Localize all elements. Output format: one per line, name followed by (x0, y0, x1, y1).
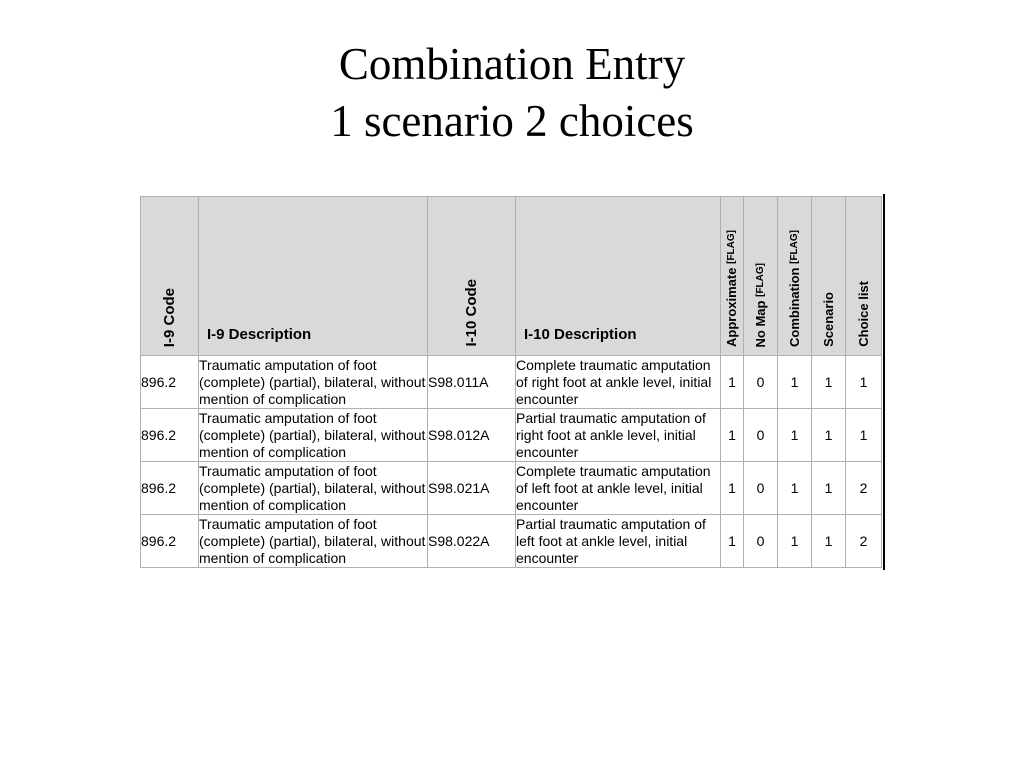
cell-combination: 1 (778, 515, 812, 568)
header-choice-list (846, 197, 882, 356)
cell-approximate: 1 (721, 462, 744, 515)
cell-scenario: 1 (812, 462, 846, 515)
cell-i9-code: 896.2 (141, 462, 199, 515)
cell-i10-description: Complete traumatic amputation of left foot at ankle level, initial encounter (516, 462, 721, 515)
cell-choice-list: 2 (846, 515, 882, 568)
header-choice-list-label: Choice list (855, 281, 871, 347)
cell-i9-description: Traumatic amputation of foot (complete) (partial), bilateral, without mention of complication (199, 515, 428, 568)
cell-i10-description: Partial traumatic amputation of left foot at ankle level, initial encounter (516, 515, 721, 568)
table-right-border (883, 194, 885, 570)
cell-no-map: 0 (744, 515, 778, 568)
header-i9-description (199, 197, 428, 356)
header-approximate (721, 197, 744, 356)
cell-no-map: 0 (744, 409, 778, 462)
cell-i10-code: S98.012A (428, 409, 516, 462)
header-combination-flag: [FLAG] (788, 230, 800, 264)
cell-scenario: 1 (812, 356, 846, 409)
cell-approximate: 1 (721, 356, 744, 409)
header-scenario (812, 197, 846, 356)
slide-title-line-2: 1 scenario 2 choices (330, 96, 694, 146)
cell-i9-description: Traumatic amputation of foot (complete) (partial), bilateral, without mention of complication (199, 356, 428, 409)
cell-i9-description: Traumatic amputation of foot (complete) (partial), bilateral, without mention of complication (199, 409, 428, 462)
cell-i10-description: Complete traumatic amputation of right foot at ankle level, initial encounter (516, 356, 721, 409)
cell-i10-code: S98.011A (428, 356, 516, 409)
header-i10-description (516, 197, 721, 356)
cell-approximate: 1 (721, 409, 744, 462)
table-row (141, 462, 882, 515)
slide-title-line-1: Combination Entry (338, 39, 686, 89)
header-i9-code-label: I-9 Code (160, 287, 178, 347)
table-row (141, 409, 882, 462)
cell-no-map: 0 (744, 462, 778, 515)
cell-choice-list: 1 (846, 356, 882, 409)
cell-combination: 1 (778, 409, 812, 462)
cell-scenario: 1 (812, 409, 846, 462)
header-approximate-label: Approximate (724, 267, 739, 347)
cell-scenario: 1 (812, 515, 846, 568)
header-combination-label: Combination (786, 267, 802, 347)
header-i9-description-label: I-9 Description (207, 326, 312, 343)
cell-no-map: 0 (744, 356, 778, 409)
table-header-row (141, 197, 882, 356)
cell-i9-code: 896.2 (141, 409, 199, 462)
header-no-map (744, 197, 778, 356)
cell-i9-code: 896.2 (141, 356, 199, 409)
cell-combination: 1 (778, 462, 812, 515)
header-i10-description-label: I-10 Description (524, 326, 637, 343)
header-scenario-label: Scenario (820, 292, 836, 347)
mapping-table (140, 196, 882, 568)
header-no-map-label: No Map (752, 300, 768, 347)
header-no-map-flag: [FLAG] (754, 262, 766, 297)
cell-i9-description: Traumatic amputation of foot (complete) (partial), bilateral, without mention of complication (199, 462, 428, 515)
table-row (141, 356, 882, 409)
cell-choice-list: 1 (846, 409, 882, 462)
table-row (141, 515, 882, 568)
cell-choice-list: 2 (846, 462, 882, 515)
header-i10-code (428, 197, 516, 356)
header-combination (778, 197, 812, 356)
cell-i10-code: S98.021A (428, 462, 516, 515)
cell-i10-description: Partial traumatic amputation of right foot at ankle level, initial encounter (516, 409, 721, 462)
cell-approximate: 1 (721, 515, 744, 568)
slide-title (0, 36, 1024, 150)
cell-i9-code: 896.2 (141, 515, 199, 568)
cell-i10-code: S98.022A (428, 515, 516, 568)
header-i9-code (141, 197, 199, 356)
cell-combination: 1 (778, 356, 812, 409)
header-i10-code-label: I-10 Code (462, 279, 480, 347)
header-approximate-flag: [FLAG] (726, 230, 737, 264)
